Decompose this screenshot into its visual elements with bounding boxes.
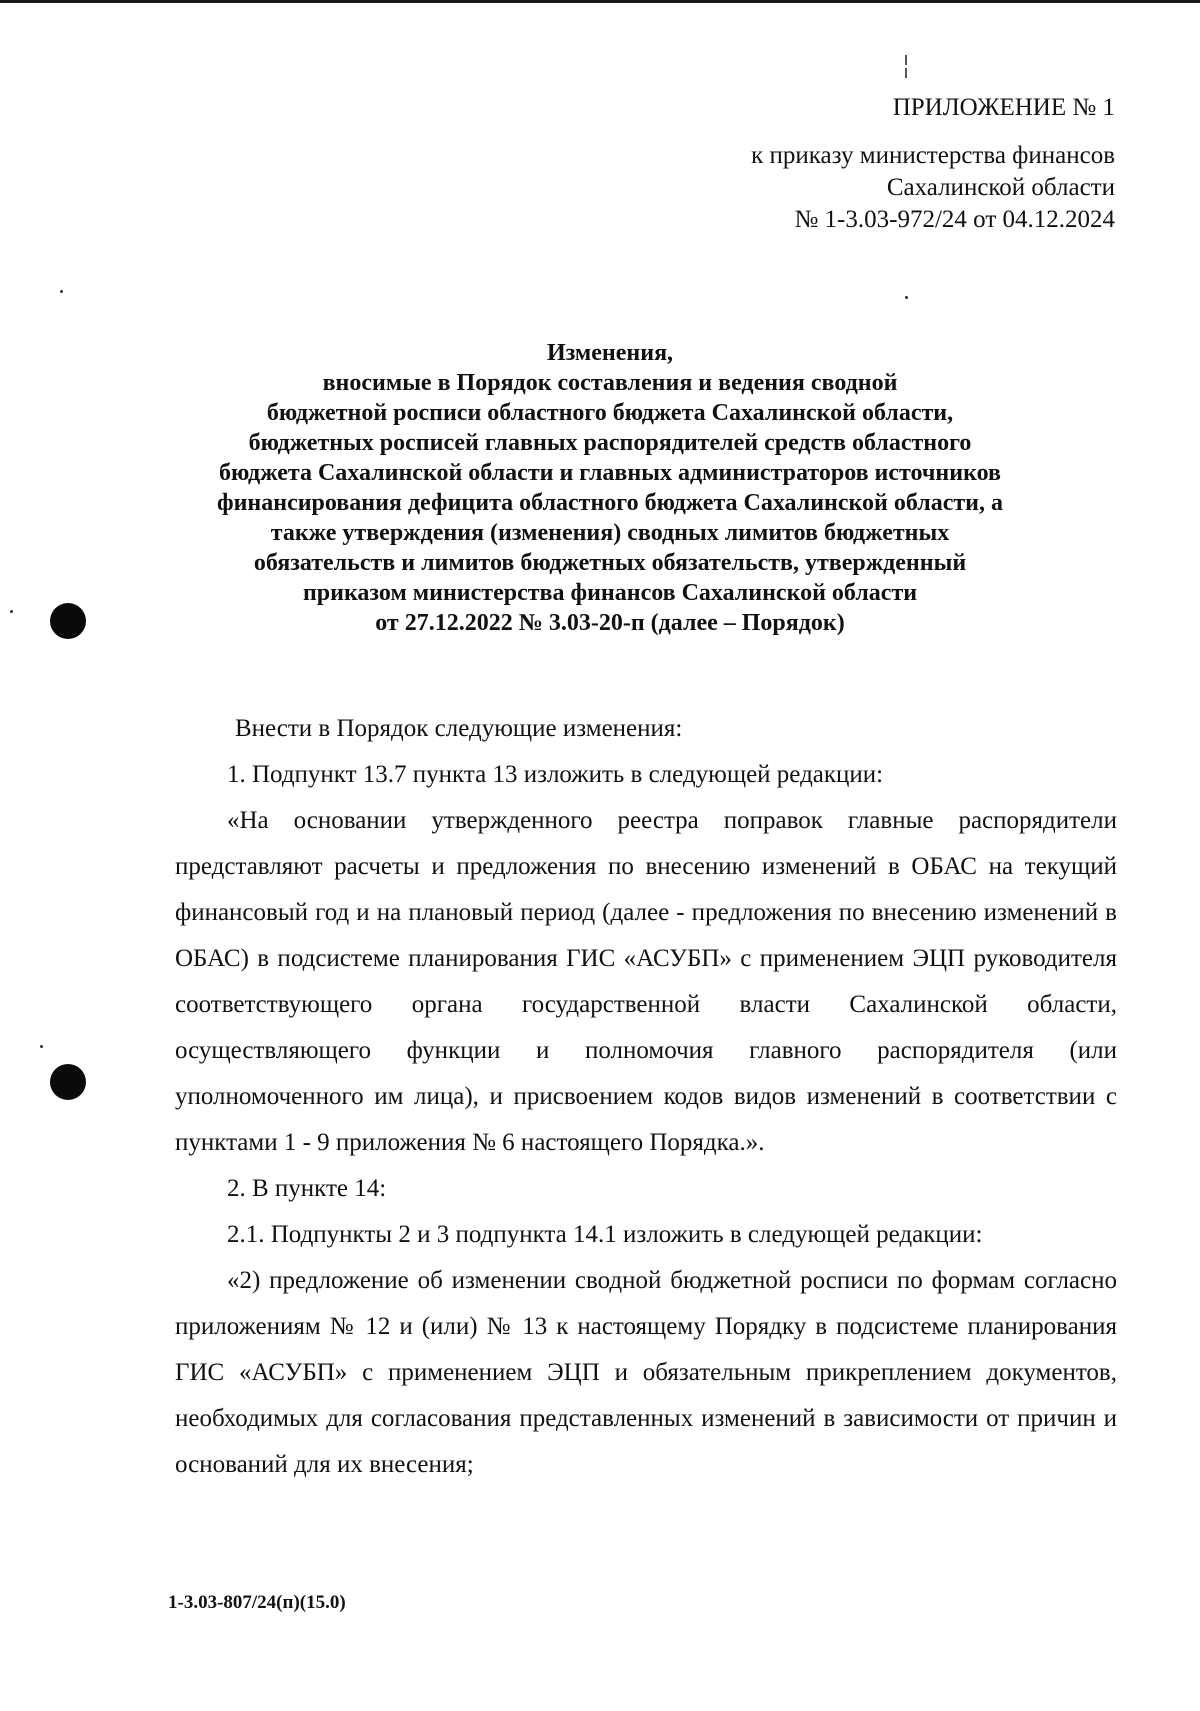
scan-speck	[60, 290, 63, 293]
appendix-header	[751, 92, 1115, 236]
title-line: Изменения,	[546, 340, 674, 366]
item-2-1-text: «2) предложение об изменении сводной бюджетной росписи по формам согласно приложениям № 12 и (или) № 13 к настоящему Порядку в подсистеме планирования ГИС «АСУБП» с применением ЭЦП и обязательным прикреплением документов, необходимых для согласования представленных изменений в зависимости от причин и оснований для их внесения;	[175, 1267, 1117, 1478]
title-line: обязательств и лимитов бюджетных обязательств, утвержденный	[253, 550, 967, 576]
scan-speck	[905, 68, 907, 78]
title-line: бюджетной росписи областного бюджета Сахалинской области,	[266, 400, 954, 426]
appendix-region-line: Сахалинской области	[886, 174, 1115, 201]
intro-paragraph: Внести в Порядок следующие изменения:	[235, 715, 683, 742]
punch-hole	[50, 603, 86, 639]
item-2-heading: 2. В пункте 14:	[227, 1175, 387, 1202]
item-1-text: «На основании утвержденного реестра поправок главные распорядители представляют расчеты и предложения по внесению изменений в ОБАС на текущий финансовый год и на плановый период (далее - предложения по внесению изменений в ОБАС) в подсистеме планирования ГИС «АСУБП» с применением ЭЦП руководителя соответствующего органа государственной власти Сахалинской области, осуществляющего функции и полномочия главного распорядителя (или уполномоченного им лица), и присвоением кодов видов изменений в соответствии с пунктами 1 - 9 приложения № 6 настоящего Порядка.».	[175, 807, 1117, 1156]
scan-speck	[10, 610, 13, 613]
item-2-1-heading: 2.1. Подпункты 2 и 3 подпункта 14.1 изложить в следующей редакции:	[227, 1221, 983, 1248]
appendix-title: ПРИЛОЖЕНИЕ № 1	[892, 94, 1115, 121]
title-line: также утверждения (изменения) сводных лимитов бюджетных	[270, 520, 950, 546]
title-line: приказом министерства финансов Сахалинской области	[302, 580, 918, 606]
appendix-number-line: № 1-3.03-972/24 от 04.12.2024	[794, 206, 1115, 233]
scan-speck	[905, 296, 908, 299]
title-line: от 27.12.2022 № 3.03-20-п (далее – Порядок)	[375, 610, 845, 636]
punch-hole	[50, 1064, 86, 1100]
scan-top-edge	[0, 0, 1200, 3]
document-body	[175, 706, 1117, 1488]
item-1-heading: 1. Подпункт 13.7 пункта 13 изложить в следующей редакции:	[227, 761, 884, 788]
scan-speck	[40, 1045, 43, 1048]
title-line: бюджетных росписей главных распорядителей средств областного	[248, 430, 972, 456]
document-title	[150, 338, 1070, 638]
document-code: 1-3.03-807/24(п)(15.0)	[168, 1592, 346, 1613]
scan-speck	[905, 55, 907, 65]
title-line: вносимые в Порядок составления и ведения сводной	[322, 370, 898, 396]
title-line: бюджета Сахалинской области и главных администраторов источников	[219, 460, 1001, 486]
appendix-order-line: к приказу министерства финансов	[751, 142, 1115, 169]
title-line: финансирования дефицита областного бюджета Сахалинской области, а	[216, 490, 1004, 516]
